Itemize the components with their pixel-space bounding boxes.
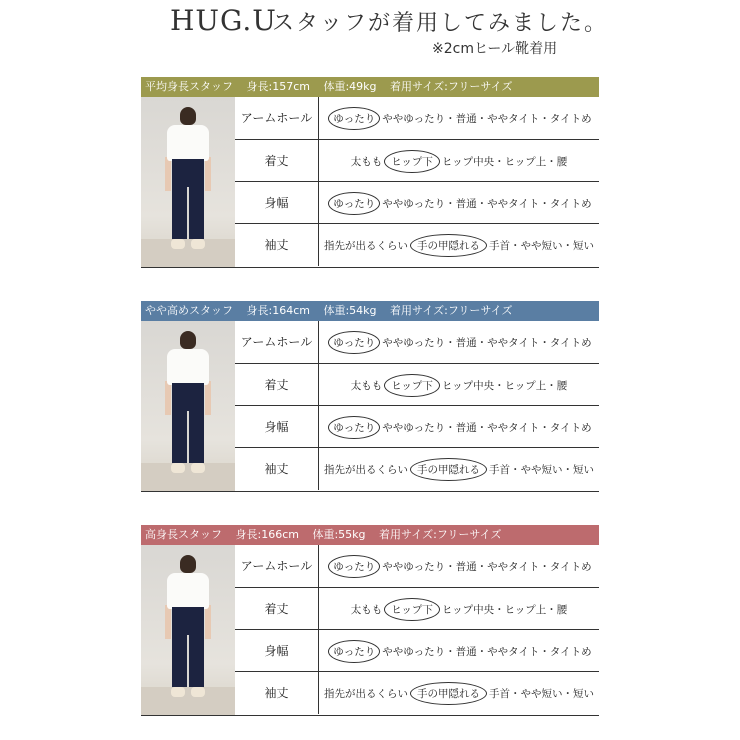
staff-weight: 体重:49kg: [323, 80, 377, 93]
selected-option: ヒップ下: [384, 374, 440, 397]
staff-type: やや高めスタッフ: [145, 304, 233, 317]
option-after: 手首・やや短い・短い: [489, 239, 594, 252]
staff-info-bar: [141, 301, 599, 321]
fit-options: [319, 97, 599, 139]
option-after: ややゆったり・普通・ややタイト・タイトめ: [382, 197, 592, 210]
option-after: ヒップ中央・ヒップ上・腰: [441, 603, 568, 616]
selected-option: ゆったり: [328, 331, 380, 354]
option-after: ややゆったり・普通・ややタイト・タイトめ: [382, 421, 592, 434]
staff-section-tallest: [141, 525, 599, 716]
fit-label: 身幅: [235, 630, 319, 672]
staff-height: 身長:166cm: [235, 528, 299, 541]
staff-size: 着用サイズ:フリーサイズ: [390, 304, 513, 317]
option-after: ややゆったり・普通・ややタイト・タイトめ: [382, 560, 592, 573]
staff-weight: 体重:55kg: [312, 528, 366, 541]
fit-label: 着丈: [235, 140, 319, 182]
option-after: ややゆったり・普通・ややタイト・タイトめ: [382, 112, 592, 125]
fit-options: [319, 406, 599, 448]
fit-options: [319, 630, 599, 672]
selected-option: ゆったり: [328, 107, 380, 130]
selected-option: 手の甲隠れる: [410, 458, 487, 481]
fit-row-sleeve: [235, 671, 599, 714]
fit-options: [319, 672, 599, 714]
staff-info-bar: [141, 525, 599, 545]
fit-options: [319, 140, 599, 182]
brand-logo: HUG.U: [170, 4, 277, 37]
fit-label: 袖丈: [235, 672, 319, 714]
fit-row-length: [235, 139, 599, 182]
fit-row-width: [235, 629, 599, 672]
option-after: 手首・やや短い・短い: [489, 463, 594, 476]
fit-row-length: [235, 363, 599, 406]
staff-weight: 体重:54kg: [323, 304, 377, 317]
selected-option: 手の甲隠れる: [410, 682, 487, 705]
staff-info-bar: [141, 77, 599, 97]
selected-option: ゆったり: [328, 416, 380, 439]
fit-options: [319, 182, 599, 224]
option-before: 指先が出るくらい: [324, 687, 408, 700]
selected-option: ヒップ下: [384, 150, 440, 173]
option-after: ややゆったり・普通・ややタイト・タイトめ: [382, 336, 592, 349]
option-after: ヒップ中央・ヒップ上・腰: [441, 155, 568, 168]
fit-row-sleeve: [235, 447, 599, 490]
fit-row-armhole: [235, 321, 599, 363]
selected-option: ゆったり: [328, 640, 380, 663]
option-after: 手首・やや短い・短い: [489, 687, 594, 700]
fit-options: [319, 545, 599, 587]
fit-label: アームホール: [235, 545, 319, 587]
fit-row-width: [235, 181, 599, 224]
staff-section-tall: [141, 301, 599, 492]
option-before: 太もも: [350, 155, 383, 168]
fit-row-sleeve: [235, 223, 599, 266]
selected-option: ヒップ下: [384, 598, 440, 621]
fit-row-armhole: [235, 97, 599, 139]
fit-label: 身幅: [235, 406, 319, 448]
fit-row-length: [235, 587, 599, 630]
staff-type: 高身長スタッフ: [145, 528, 222, 541]
option-before: 指先が出るくらい: [324, 239, 408, 252]
option-after: ヒップ中央・ヒップ上・腰: [441, 379, 568, 392]
selected-option: 手の甲隠れる: [410, 234, 487, 257]
staff-section-average: [141, 77, 599, 268]
fit-label: 着丈: [235, 364, 319, 406]
fit-label: 着丈: [235, 588, 319, 630]
fit-options: [319, 321, 599, 363]
page-title: スタッフが着用してみました。: [272, 11, 609, 36]
staff-size: 着用サイズ:フリーサイズ: [379, 528, 502, 541]
fit-label: 身幅: [235, 182, 319, 224]
option-before: 太もも: [350, 603, 383, 616]
selected-option: ゆったり: [328, 555, 380, 578]
staff-photo: [141, 545, 235, 715]
fit-label: アームホール: [235, 97, 319, 139]
fit-options: [319, 588, 599, 630]
staff-type: 平均身長スタッフ: [145, 80, 233, 93]
fit-row-width: [235, 405, 599, 448]
fit-row-armhole: [235, 545, 599, 587]
option-after: ややゆったり・普通・ややタイト・タイトめ: [382, 645, 592, 658]
staff-photo: [141, 97, 235, 267]
fit-label: 袖丈: [235, 224, 319, 266]
heel-note: ※2cmヒール靴着用: [432, 41, 558, 57]
staff-height: 身長:164cm: [246, 304, 310, 317]
fit-options: [319, 364, 599, 406]
fit-label: アームホール: [235, 321, 319, 363]
fit-options: [319, 224, 599, 266]
option-before: 太もも: [350, 379, 383, 392]
staff-height: 身長:157cm: [246, 80, 310, 93]
fit-options: [319, 448, 599, 490]
staff-photo: [141, 321, 235, 491]
fit-label: 袖丈: [235, 448, 319, 490]
selected-option: ゆったり: [328, 192, 380, 215]
staff-size: 着用サイズ:フリーサイズ: [390, 80, 513, 93]
option-before: 指先が出るくらい: [324, 463, 408, 476]
